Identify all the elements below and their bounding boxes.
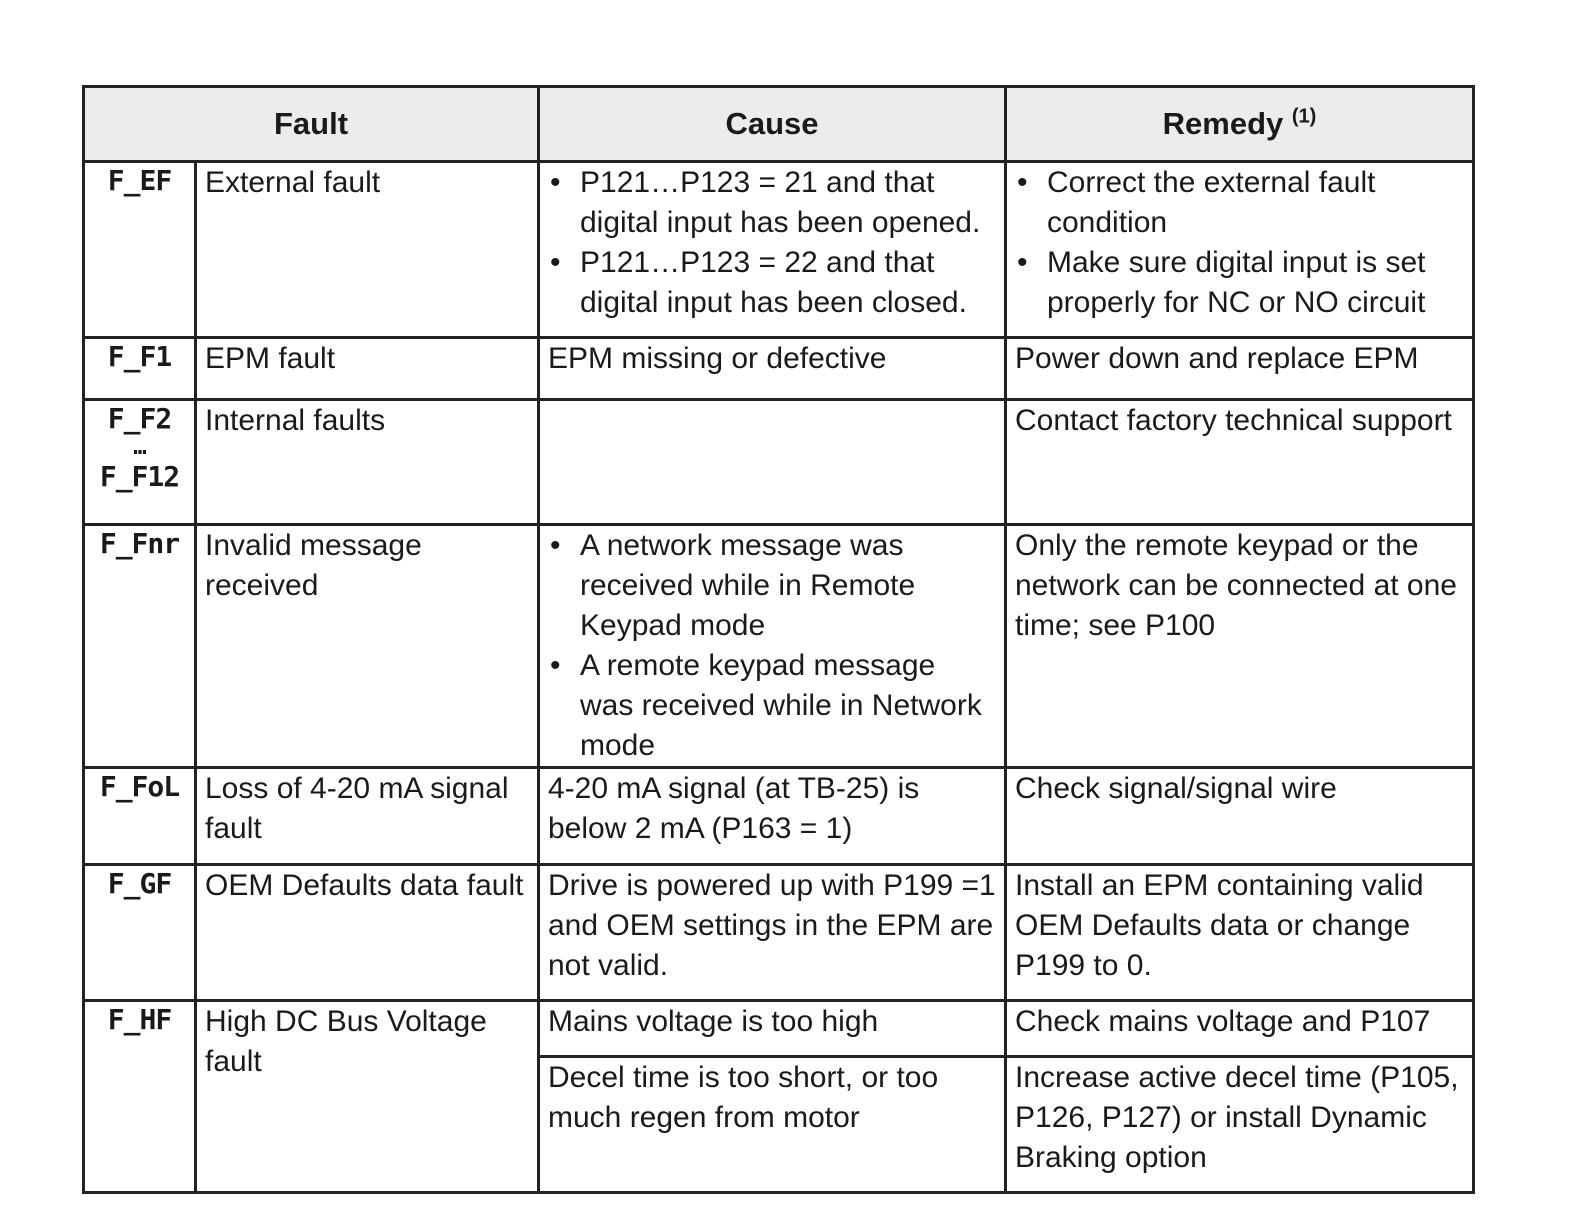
- fault-code: F_FoL: [84, 768, 196, 865]
- fault-cause: [539, 400, 1006, 525]
- fault-code: F_GF: [84, 865, 196, 1001]
- fault-code: F_Fnr: [84, 525, 196, 768]
- fault-name: Internal faults: [196, 400, 539, 525]
- header-row: [84, 87, 1474, 162]
- header-remedy-label: Remedy: [1162, 106, 1284, 141]
- cause-bullet: • P121…P123 = 22 and that digital input has been closed.: [548, 243, 996, 323]
- fault-name: OEM Defaults data fault: [196, 865, 539, 1001]
- fault-table: [82, 85, 1475, 1194]
- fault-cause: [539, 525, 1006, 768]
- fault-remedy: Check mains voltage and P107: [1006, 1001, 1474, 1057]
- fault-cause: 4-20 mA signal (at TB-25) is below 2 mA (P163 = 1): [539, 768, 1006, 865]
- fault-code: [84, 400, 196, 525]
- table-row: [84, 162, 1474, 338]
- fault-remedy: Check signal/signal wire: [1006, 768, 1474, 865]
- fault-code-end: F_F12: [99, 460, 180, 493]
- cause-bullet: • P121…P123 = 21 and that digital input has been opened.: [548, 163, 996, 243]
- fault-cause: Mains voltage is too high: [539, 1001, 1006, 1057]
- cause-bullet: • A network message was received while in Remote Keypad mode: [548, 526, 996, 646]
- table-row: [84, 338, 1474, 400]
- fault-remedy: Contact factory technical support: [1006, 400, 1474, 525]
- header-fault: Fault: [84, 87, 539, 162]
- fault-remedy: Increase active decel time (P105, P126, P127) or install Dynamic Braking option: [1006, 1057, 1474, 1193]
- fault-name: High DC Bus Voltage fault: [196, 1001, 539, 1193]
- fault-code: F_HF: [84, 1001, 196, 1193]
- table-row: [84, 768, 1474, 865]
- remedy-bullet: • Make sure digital input is set properly for NC or NO circuit: [1015, 243, 1464, 323]
- fault-code: F_EF: [84, 162, 196, 338]
- fault-remedy: Only the remote keypad or the network can be connected at one time; see P100: [1006, 525, 1474, 768]
- header-remedy-footnote: (1): [1291, 105, 1317, 128]
- table-row: [84, 865, 1474, 1001]
- fault-cause: EPM missing or defective: [539, 338, 1006, 400]
- fault-remedy: [1006, 162, 1474, 338]
- fault-name: Invalid message received: [196, 525, 539, 768]
- fault-code: F_F1: [84, 338, 196, 400]
- fault-name: External fault: [196, 162, 539, 338]
- fault-code-range-separator: …: [133, 435, 146, 460]
- fault-remedy: Install an EPM containing valid OEM Defaults data or change P199 to 0.: [1006, 865, 1474, 1001]
- header-remedy: [1006, 87, 1474, 162]
- table-row: [84, 400, 1474, 525]
- fault-cause: Drive is powered up with P199 =1 and OEM settings in the EPM are not valid.: [539, 865, 1006, 1001]
- fault-code-start: F_F2: [107, 402, 172, 435]
- fault-cause: Decel time is too short, or too much regen from motor: [539, 1057, 1006, 1193]
- cause-bullet: • A remote keypad message was received while in Network mode: [548, 646, 996, 766]
- fault-name: Loss of 4-20 mA signal fault: [196, 768, 539, 865]
- remedy-bullet: • Correct the external fault condition: [1015, 163, 1464, 243]
- fault-remedy: Power down and replace EPM: [1006, 338, 1474, 400]
- fault-cause: [539, 162, 1006, 338]
- table-row: [84, 525, 1474, 768]
- header-cause: Cause: [539, 87, 1006, 162]
- fault-name: EPM fault: [196, 338, 539, 400]
- table-row: [84, 1001, 1474, 1057]
